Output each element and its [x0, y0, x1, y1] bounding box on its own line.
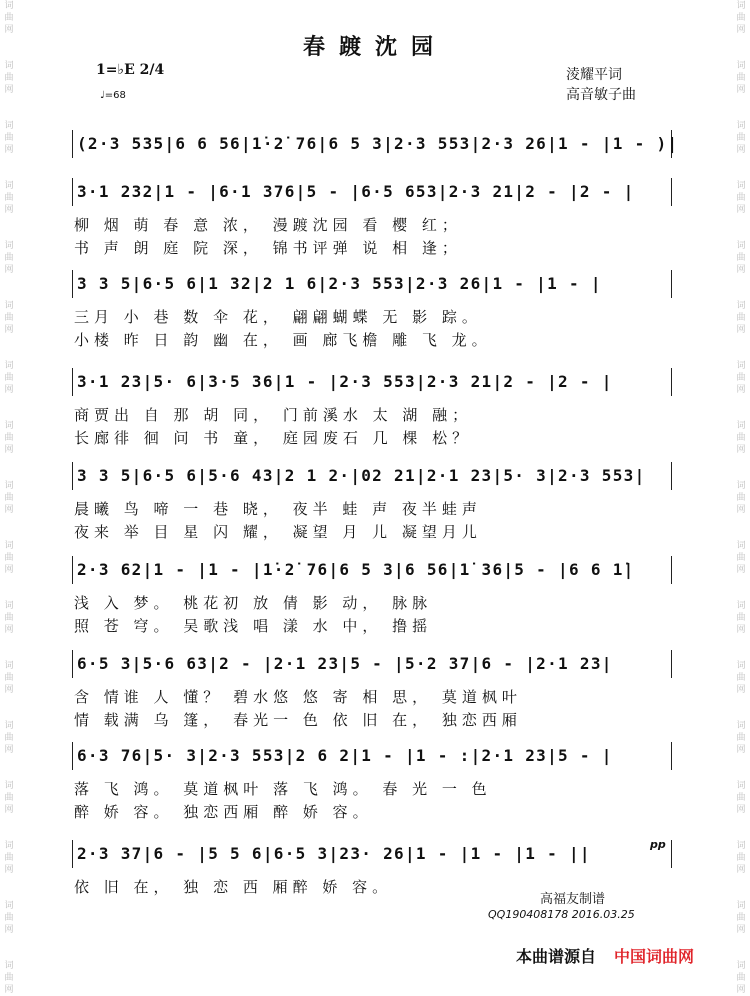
watermark-text: 词 曲 网 — [736, 721, 746, 755]
notation-line: 3 3 5|6·5 6|1 32|2 1 6|2·3 553|2·3 26|1 - |1 - | — [72, 270, 672, 298]
source-footer — [516, 944, 694, 967]
lyric-line: 依 旧 在， 独 恋 西 厢醉 娇 容。 — [74, 878, 393, 896]
watermark-text: 词 曲 网 — [736, 901, 746, 935]
watermark-text: 词 曲 网 — [736, 601, 746, 635]
notation-line: 6·5 3|5·6 63|2 - |2·1 23|5 - |5·2 37|6 - |2·1 23| — [72, 650, 672, 678]
score-system — [72, 130, 679, 158]
watermark-text: 词 曲 网 — [4, 601, 14, 635]
watermark-text: 词 曲 网 — [736, 781, 746, 815]
watermark-text: 词 曲 网 — [736, 181, 746, 215]
watermark-text: 词 曲 网 — [4, 961, 14, 995]
watermark-text: 词 曲 网 — [4, 901, 14, 935]
watermark-text: 词 曲 网 — [736, 481, 746, 515]
score-system — [72, 178, 672, 260]
song-title: 春踱沈园 — [302, 34, 447, 60]
watermark-text: 词 曲 网 — [736, 661, 746, 695]
watermark-text: 词 曲 网 — [736, 841, 746, 875]
lyric-line: 柳 烟 萌 春 意 浓， 漫踱沈园 看 樱 红； — [74, 216, 462, 234]
watermark-text: 词 曲 网 — [4, 1, 14, 35]
score-system — [72, 556, 672, 638]
score-system — [72, 368, 672, 450]
lyric-line: 醉 娇 容。 独恋西厢 醉 娇 容。 — [74, 803, 373, 821]
watermark-text: 词 曲 网 — [4, 781, 14, 815]
lyric-line: 夜来 举 目 星 闪 耀， 凝望 月 儿 凝望月儿 — [74, 523, 482, 541]
notation-line: 3·1 232|1 - |6·1 376|5 - |6·5 653|2·3 21|2 - |2 - | — [72, 178, 672, 206]
watermark-text: 词 曲 网 — [4, 301, 14, 335]
watermark-text: 词 曲 网 — [736, 121, 746, 155]
watermark-text: 词 曲 网 — [4, 181, 14, 215]
lyric-line: 晨曦 鸟 啼 一 巷 晓， 夜半 蛙 声 夜半蛙声 — [74, 500, 482, 518]
watermark-text: 词 曲 网 — [736, 241, 746, 275]
lyric-line: 三月 小 巷 数 伞 花， 翩翩蝴蝶 无 影 踪。 — [74, 308, 482, 326]
watermark-text: 词 曲 网 — [736, 541, 746, 575]
key-signature: 1=♭E 2/4 — [96, 62, 165, 78]
notation-line: 2·3 37|6 - |5 5 6|6·5 3|23· 26|1 - |1 - |1 - || — [72, 840, 672, 868]
notation-line: 6·3 76|5· 3|2·3 553|2 6 2|1 - |1 - :|2·1 23|5 - | — [72, 742, 672, 770]
lyric-line: 商贾出 自 那 胡 同， 门前溪水 太 湖 融； — [74, 406, 473, 424]
dynamic-marking: pp — [650, 838, 666, 851]
source-label: 本曲谱源自 — [516, 947, 597, 966]
lyric-line: 含 情谁 人 懂？ 碧水悠 悠 寄 相 思， 莫道枫叶 — [74, 688, 522, 706]
tempo-mark: ♩=68 — [100, 90, 126, 101]
watermark-text: 词 曲 网 — [4, 481, 14, 515]
watermark-text: 词 曲 网 — [736, 421, 746, 455]
watermark-text: 词 曲 网 — [4, 661, 14, 695]
watermark-text: 词 曲 网 — [4, 361, 14, 395]
score-system — [72, 650, 672, 732]
source-site-link[interactable]: 中国词曲网 — [614, 947, 695, 966]
notation-line: 3 3 5|6·5 6|5·6 43|2 1 2·|02 21|2·1 23|5· 3|2·3 553| — [72, 462, 672, 490]
watermark-text: 词 曲 网 — [4, 721, 14, 755]
watermark-text: 词 曲 网 — [4, 541, 14, 575]
lyric-line: 浅 入 梦。 桃花初 放 倩 影 动， 脉脉 — [74, 594, 433, 612]
copyist-credit: 高福友制谱 — [540, 892, 606, 907]
lyricist-credit: 淩耀平词 — [566, 67, 622, 83]
score-system — [72, 270, 672, 352]
notation-line: 3·1 23|5· 6|3·5 36|1 - |2·3 553|2·3 21|2 - |2 - | — [72, 368, 672, 396]
lyric-line: 长廊徘 徊 问 书 童， 庭园废石 几 棵 松？ — [74, 429, 473, 447]
copy-note: QQ190408178 2016.03.25 — [488, 908, 635, 921]
watermark-text: 词 曲 网 — [736, 961, 746, 995]
watermark-text: 词 曲 网 — [736, 301, 746, 335]
lyric-line: 书 声 朗 庭 院 深， 锦书评弹 说 相 逢； — [74, 239, 462, 257]
composer-credit: 高音敏子曲 — [566, 87, 636, 103]
notation-line: (2·3 535|6 6 56|1̇·2̇ 76|6 5 3|2·3 553|2·3 26|1 - |1 - )| — [72, 130, 672, 158]
watermark-text: 词 曲 网 — [736, 361, 746, 395]
watermark-text: 词 曲 网 — [4, 241, 14, 275]
watermark-text: 词 曲 网 — [736, 61, 746, 95]
watermark-right — [734, 0, 748, 996]
lyric-line: 小楼 昨 日 韵 幽 在， 画 廊飞檐 雕 飞 龙。 — [74, 331, 492, 349]
watermark-text: 词 曲 网 — [4, 841, 14, 875]
watermark-text: 词 曲 网 — [736, 1, 746, 35]
lyric-line: 照 苍 穹。 吴歌浅 唱 漾 水 中， 撸摇 — [74, 617, 433, 635]
lyric-line: 落 飞 鸿。 莫道枫叶 落 飞 鸿。 春 光 一 色 — [74, 780, 492, 798]
watermark-text: 词 曲 网 — [4, 121, 14, 155]
score-system — [72, 742, 672, 824]
watermark-text: 词 曲 网 — [4, 421, 14, 455]
lyric-line: 情 载满 乌 篷， 春光一 色 依 旧 在， 独恋西厢 — [74, 711, 522, 729]
score-system — [72, 462, 672, 544]
notation-line: 2·3 62|1 - |1 - |1̇·2̇ 76|6 5 3|6 56|1̇ 36|5 - |6 6 1̇| — [72, 556, 672, 584]
watermark-text: 词 曲 网 — [4, 61, 14, 95]
watermark-left — [2, 0, 16, 996]
